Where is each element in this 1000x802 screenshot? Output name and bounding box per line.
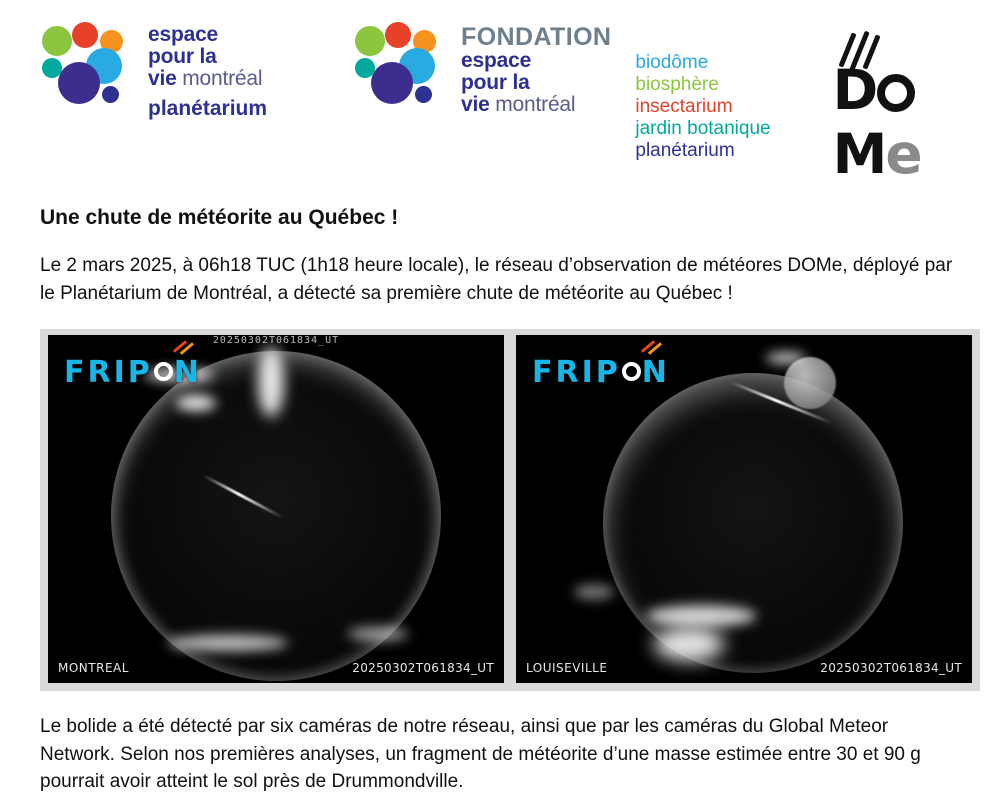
logo-dome	[832, 22, 960, 186]
page-title: Une chute de météorite au Québec !	[40, 206, 399, 229]
camera-timestamp-louiseville: 20250302T061834_UT	[820, 661, 962, 676]
moon-louiseville	[784, 357, 836, 409]
institution-planetarium: planétarium	[635, 140, 735, 162]
institution-insectarium: insectarium	[635, 96, 733, 118]
fripon-text-suffix: N	[641, 355, 670, 391]
logo-fondation-espace-pour-la-vie	[353, 22, 611, 115]
camera-station-label-louiseville: LOUISEVILLE	[526, 661, 608, 676]
horizon-glow-louiseville-2	[654, 627, 724, 661]
dome-letter-d: D	[832, 58, 877, 122]
fripon-text-prefix: FRIP	[64, 355, 153, 391]
institution-list	[635, 22, 770, 162]
fondation-line-3	[461, 94, 611, 116]
sky-dome-louiseville	[603, 373, 903, 673]
fondation-line-3-light: montréal	[495, 92, 576, 116]
espace-pour-la-vie-wordmark	[148, 22, 267, 120]
fripon-o-ring-icon	[154, 362, 173, 381]
fondation-line-1: espace	[461, 49, 532, 72]
fripon-meteor-tick-icon	[641, 340, 655, 353]
allsky-image-montreal[interactable]	[48, 335, 504, 683]
article-body	[0, 206, 1000, 796]
fondation-kicker: FONDATION	[461, 23, 612, 51]
header-logo-band	[0, 0, 1000, 186]
institution-biosphere: biosphère	[635, 74, 719, 96]
fondation-wordmark	[461, 22, 611, 115]
fondation-line-2: pour la	[461, 70, 530, 94]
horizon-glow-montreal-2	[348, 627, 408, 641]
institution-biodome: biodôme	[635, 52, 709, 73]
institution-jardin-botanique: jardin botanique	[635, 118, 771, 140]
fondation-line-3-bold: vie	[461, 92, 490, 116]
article-paragraph-2: Le bolide a été détecté par six caméras de notre réseau, ainsi que par les caméras du Global Meteor Network. Selon nos premières analyses, un fragment de météorite d’une masse estimée entre 30 et 90 g pourrait avoir atteint le sol près de Drummondville.	[40, 716, 921, 793]
allsky-top-stamp-montreal: 20250302T061834_UT	[212, 335, 340, 347]
fripon-watermark-louiseville	[532, 355, 670, 390]
glare-montreal-3	[176, 395, 216, 411]
glare-montreal-2	[258, 347, 284, 417]
horizon-glow-louiseville-1	[646, 605, 756, 627]
allsky-image-louiseville[interactable]	[516, 335, 972, 683]
dome-letter-m: M	[832, 122, 886, 186]
fripon-text-prefix: FRIP	[532, 355, 621, 391]
logo-line-3	[148, 68, 267, 90]
fondation-blob-icon	[353, 22, 449, 108]
logo-line-1: espace	[148, 23, 219, 46]
dome-wordmark	[833, 58, 960, 186]
article-paragraph-1: Le 2 mars 2025, à 06h18 TUC (1h18 heure locale), le réseau d’observation de météores DOMe, déployé par le Planétarium de Montréal, a détecté sa première chute de météorite au Québec !	[40, 255, 953, 304]
dome-letter-e: e	[885, 122, 921, 186]
fripon-o-ring-icon	[622, 362, 641, 381]
logo-line-2: pour la	[148, 44, 217, 68]
logo-espace-pour-la-vie	[40, 22, 267, 120]
horizon-glow-montreal-1	[168, 635, 288, 651]
espace-pour-la-vie-blob-icon	[40, 22, 136, 108]
fripon-text-suffix: N	[173, 355, 202, 391]
allsky-image-strip	[40, 329, 980, 691]
camera-timestamp-montreal: 20250302T061834_UT	[352, 661, 494, 676]
horizon-glow-louiseville-3	[574, 585, 614, 599]
dome-o-ring-icon	[877, 74, 915, 112]
logo-sub-planetarium: planétarium	[148, 97, 268, 121]
fripon-watermark-montreal	[64, 355, 202, 390]
logo-line-3-bold: vie	[148, 66, 177, 90]
logo-line-3-light: montréal	[182, 66, 263, 90]
camera-station-label-montreal: MONTREAL	[58, 661, 129, 676]
